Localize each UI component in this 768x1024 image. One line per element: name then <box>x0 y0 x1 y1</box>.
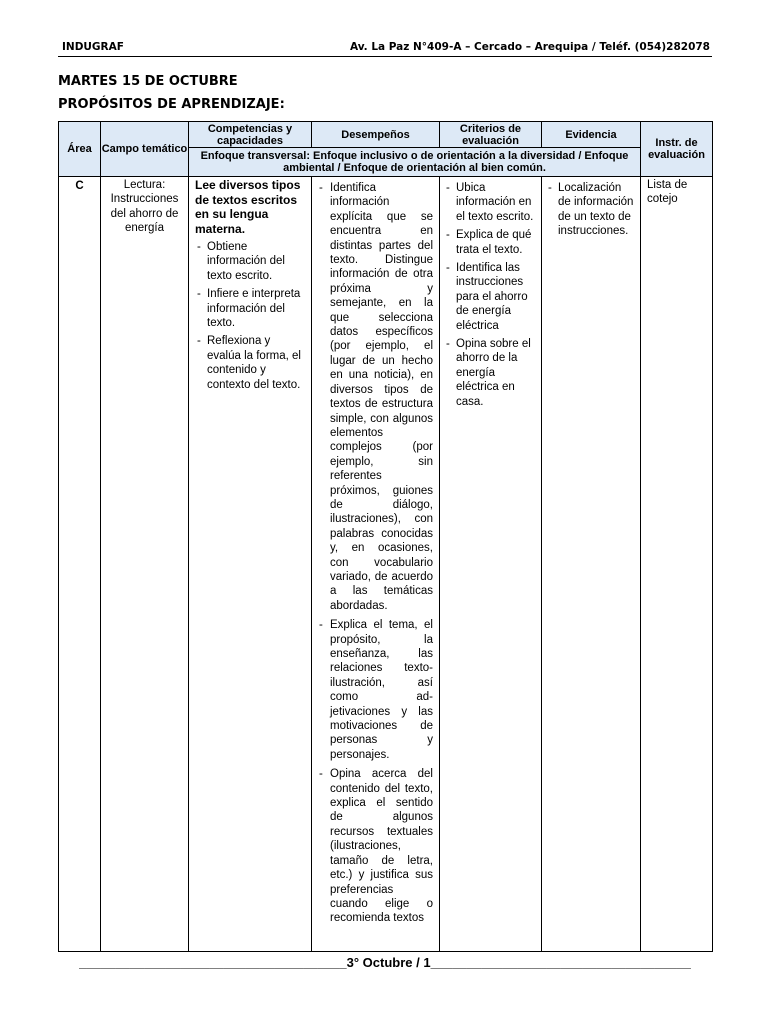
desempeno-item: - Explica el tema, el propósito, la enseñanza, las relaciones texto-ilustración, así como ad-jetivaciones y las motivaciones de personas y personajes. <box>317 618 433 762</box>
desempeno-item: - Identifica información explícita que se encuentra en distintas partes del texto. Distingue información de otra próxima y semejante, en la que selecciona datos específicos (por ejemplo, el lugar de un hecho en una noticia), en diversos tipos de textos de estructura simple, con algunos elementos complejos (por ejemplo, sin referentes próximos, guiones de diálogo, ilustraciones), con palabras conocidas y, en ocasiones, con vocabulario variado, de acuerdo a las temáticas abordadas. <box>317 181 433 613</box>
criterio-item: - Explica de qué trata el texto. <box>444 228 537 257</box>
enfoque-label: Enfoque transversal: <box>200 150 310 162</box>
page-header <box>58 40 712 57</box>
header-instr: Instr. de evaluación <box>641 122 713 177</box>
campo-cell: Lectura: Instrucciones del ahorro de energía <box>101 177 189 952</box>
capacidad-item: - Infiere e interpreta información del texto. <box>195 287 307 330</box>
competencias-cell <box>189 177 312 952</box>
header-evidencia: Evidencia <box>542 122 641 148</box>
header-desempenos: Desempeños <box>312 122 440 148</box>
criterios-list <box>444 181 537 409</box>
capacidad-item: - Reflexiona y evalúa la forma, el contenido y contexto del texto. <box>195 334 307 392</box>
desempeno-item: - Opina acerca del contenido del texto, explica el sentido de algunos recursos textuales (ilustraciones, tamaño de letra, etc.) y justifica sus preferencias cuando elige o recomienda textos <box>317 767 433 925</box>
criterio-item: - Identifica las instrucciones para el ahorro de energía eléctrica <box>444 261 537 333</box>
desempenos-list <box>317 181 433 926</box>
evidencia-list <box>546 181 636 239</box>
header-area: Área <box>59 122 101 177</box>
header-company: INDUGRAF <box>62 41 124 53</box>
capacidades-list <box>195 240 307 392</box>
purpose-title: PROPÓSITOS DE APRENDIZAJE: <box>58 97 285 112</box>
header-competencias: Competencias y capacidades <box>189 122 312 148</box>
instrumento-cell: Lista de cotejo <box>641 177 713 952</box>
competencia-title: Lee diversos tipos de textos escritos en su lengua materna. <box>195 178 301 236</box>
page-footer: _____________________________________3° Octubre / 1____________________________________ <box>79 955 691 970</box>
criterio-item: - Ubica información en el texto escrito. <box>444 181 537 224</box>
enfoque-text: Enfoque inclusivo o de orientación a la diversidad / Enfoque ambiental / Enfoque de orientación al bien común. <box>283 150 629 174</box>
enfoque-transversal <box>189 148 641 177</box>
evidencia-item: - Localización de información de un texto de instrucciones. <box>546 181 636 239</box>
criterio-item: - Opina sobre el ahorro de la energía eléctrica en casa. <box>444 337 537 409</box>
evidencia-cell <box>542 177 641 952</box>
header-campo: Campo temático <box>101 122 189 177</box>
criterios-cell <box>440 177 542 952</box>
header-criterios: Criterios de evaluación <box>440 122 542 148</box>
header-address: Av. La Paz N°409-A – Cercado – Arequipa / Teléf. (054)282078 <box>349 41 710 53</box>
day-title: MARTES 15 DE OCTUBRE <box>58 74 238 89</box>
learning-purposes-table <box>58 121 713 952</box>
capacidad-item: - Obtiene información del texto escrito. <box>195 240 307 283</box>
desempenos-cell <box>312 177 440 952</box>
area-cell: C <box>59 177 101 952</box>
